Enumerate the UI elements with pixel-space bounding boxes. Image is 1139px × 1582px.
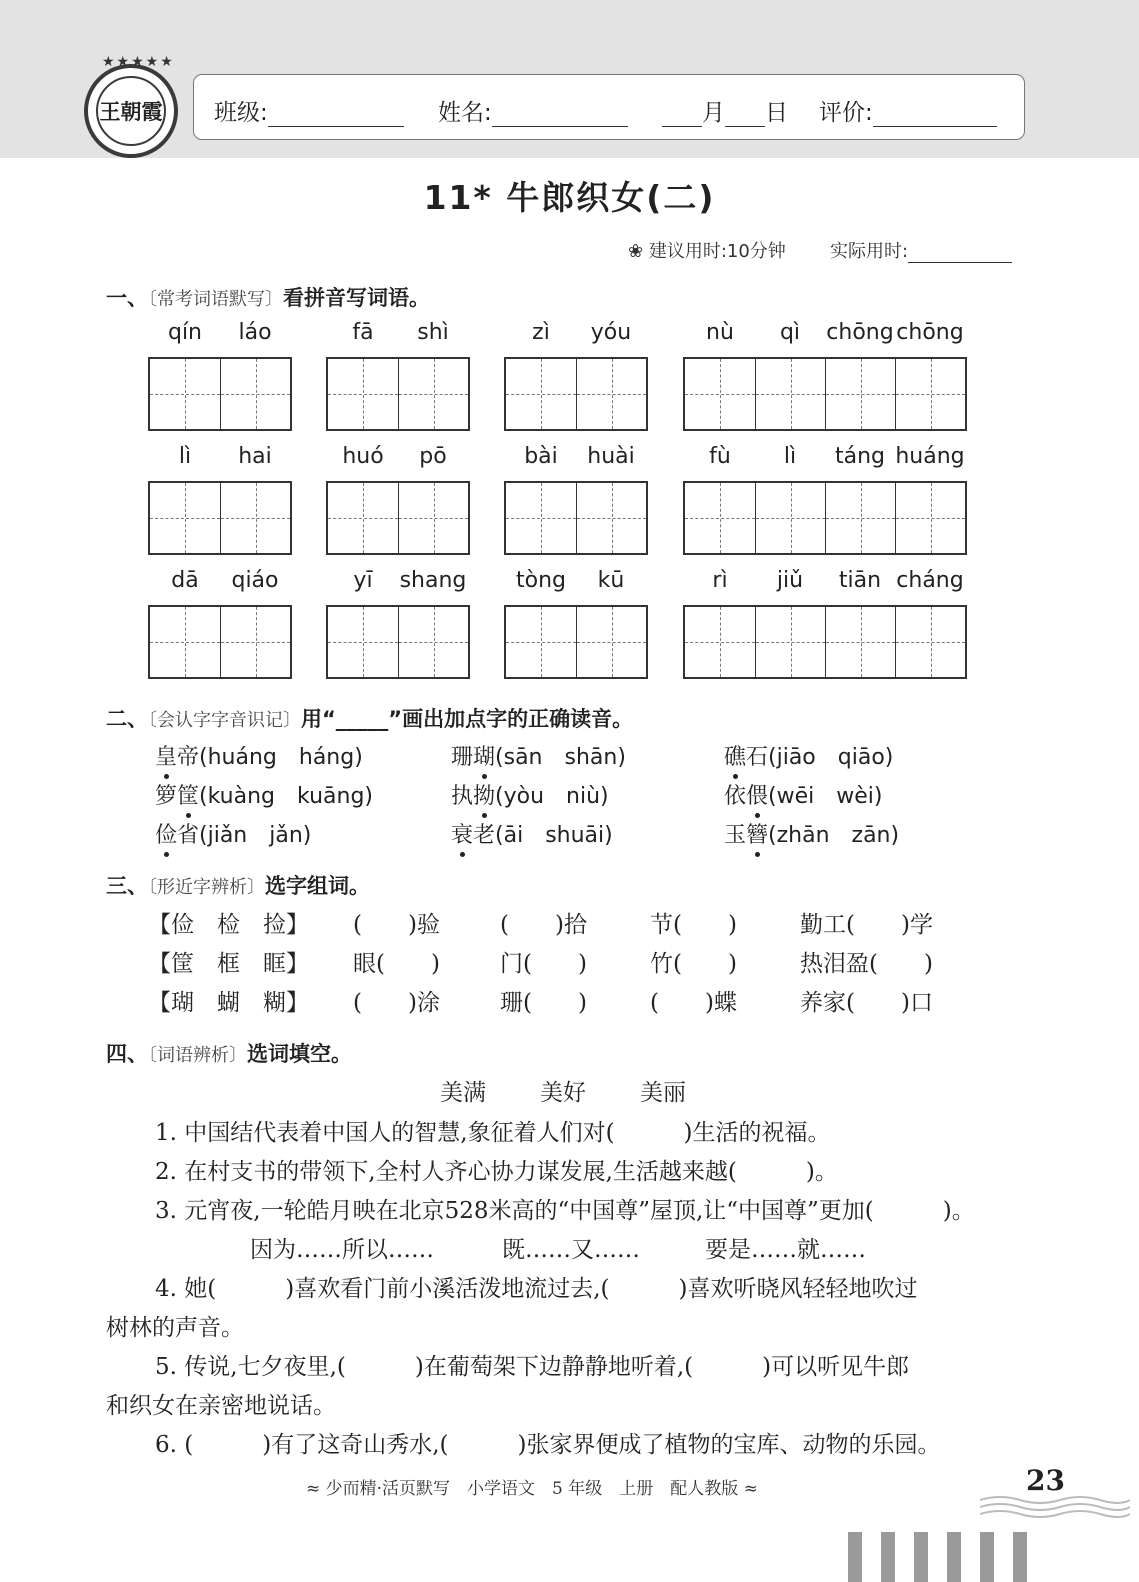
student-info-box [193,74,1025,140]
dotted-character: 皇 [155,740,177,771]
writing-cell[interactable] [685,483,755,553]
stars-icon: ★★★★★ [102,54,175,70]
fill-in-blank[interactable]: 珊( ) [500,990,587,1016]
conjunction-choice-2: 既……又…… [502,1237,640,1263]
writing-cell[interactable] [220,359,290,429]
pinyin-syllable: jiǔ [776,568,804,593]
conjunction-choice-1: 因为……所以…… [250,1237,434,1263]
writing-grid[interactable] [504,605,648,679]
writing-cell[interactable] [506,359,576,429]
fill-in-blank[interactable]: 节( ) [650,912,737,938]
writing-grid[interactable] [683,481,967,555]
pinyin-syllable: zì [532,320,550,345]
writing-cell[interactable] [220,483,290,553]
writing-cell[interactable] [685,359,755,429]
writing-cell[interactable] [328,359,398,429]
fill-in-blank[interactable]: ( )验 [353,912,440,938]
question-4[interactable]: 4. 她( )喜欢看门前小溪活泼地流过去,( )喜欢听晓风轻轻地吹过 [155,1276,918,1302]
writing-cell[interactable] [398,483,468,553]
name-label: 姓名: [438,100,492,126]
section-3-heading: 三、〔形近字辨析〕选字组词。 [106,874,370,898]
edge-bar [848,1532,862,1582]
edge-bar [1013,1532,1027,1582]
word-choice-2: 美好 [540,1080,586,1106]
pinyin-syllable: qiáo [231,568,279,593]
pinyin-syllable: huó [342,444,384,469]
writing-cell[interactable] [825,359,895,429]
edge-bar [881,1532,895,1582]
writing-cell[interactable] [328,483,398,553]
dotted-character: 拗 [473,779,495,810]
pinyin-syllable: lì [178,444,192,469]
writing-grid[interactable] [148,481,292,555]
writing-cell[interactable] [895,607,965,677]
fill-in-blank[interactable]: 热泪盈( ) [800,951,933,977]
fill-in-blank[interactable]: ( )拾 [500,912,587,938]
logo-text: 王朝霞 [99,99,163,124]
question-5[interactable]: 5. 传说,七夕夜里,( )在葡萄架下边静静地听着,( )可以听见牛郎 [155,1354,910,1380]
writing-cell[interactable] [576,607,646,677]
pinyin-syllable: lì [783,444,797,469]
pinyin-syllable: kū [597,568,625,593]
word-choice-1: 美满 [440,1080,486,1106]
pinyin-syllable: chōng [896,320,964,345]
question-5-continued: 和织女在亲密地说话。 [106,1393,336,1419]
pronunciation-item[interactable]: 俭省(jiǎn jǎn) [155,818,311,849]
pronunciation-item[interactable]: 箩筐(kuàng kuāng) [155,779,373,810]
pinyin-syllable: rì [712,568,728,593]
pinyin-syllable: bài [524,444,558,469]
dotted-character: 礁 [724,740,746,771]
writing-grid[interactable] [683,605,967,679]
writing-cell[interactable] [150,359,220,429]
pinyin-syllable: shì [417,320,449,345]
writing-cell[interactable] [895,483,965,553]
pinyin-syllable: láo [238,320,272,345]
wave-decoration-icon [980,1492,1130,1522]
writing-grid[interactable] [504,357,648,431]
fill-in-blank[interactable]: ( )涂 [353,990,440,1016]
character-group: 【瑚 蝴 糊】 [148,990,309,1016]
edge-bar [980,1532,994,1582]
writing-cell[interactable] [895,359,965,429]
writing-grid[interactable] [504,481,648,555]
fill-in-blank[interactable]: 养家( )口 [800,990,933,1016]
dotted-character: 筐 [177,779,199,810]
fill-in-blank[interactable]: 勤工( )学 [800,912,933,938]
writing-grid[interactable] [326,605,470,679]
pinyin-syllable: qín [167,320,203,345]
dotted-character: 瑚 [473,740,495,771]
pinyin-syllable: táng [834,444,885,469]
question-2[interactable]: 2. 在村支书的带领下,全村人齐心协力谋发展,生活越来越( )。 [155,1159,838,1185]
pronunciation-item[interactable]: 礁石(jiāo qiāo) [724,740,893,771]
pinyin-syllable: tiān [838,568,882,593]
evaluation-field[interactable] [819,94,997,127]
publisher-logo [84,54,178,158]
month-label: 月 [702,100,725,126]
pinyin-syllable: huài [587,444,635,469]
class-label: 班级: [214,100,268,126]
fill-in-blank[interactable]: 眼( ) [353,951,440,977]
pronunciation-item[interactable]: 皇帝(huáng háng) [155,740,363,771]
pinyin-syllable: hai [238,444,272,469]
section-1-heading: 一、〔常考词语默写〕看拼音写词语。 [106,286,430,310]
writing-grid[interactable] [148,357,292,431]
writing-cell[interactable] [576,359,646,429]
dotted-character: 俭 [155,818,177,849]
writing-grid[interactable] [148,605,292,679]
page-number: 23 [1026,1464,1065,1497]
question-1[interactable]: 1. 中国结代表着中国人的智慧,象征着人们对( )生活的祝福。 [155,1120,831,1146]
day-label: 日 [765,100,788,126]
writing-cell[interactable] [506,607,576,677]
section-2-heading: 二、〔会认字字音识记〕用“_____”画出加点字的正确读音。 [106,707,634,731]
question-3[interactable]: 3. 元宵夜,一轮皓月映在北京528米高的“中国尊”屋顶,让“中国尊”更加( )。 [155,1198,975,1224]
dotted-character: 偎 [746,779,768,810]
writing-grid[interactable] [326,357,470,431]
writing-cell[interactable] [328,607,398,677]
writing-cell[interactable] [150,483,220,553]
pinyin-syllable: nù [706,320,734,345]
character-group: 【筐 框 眶】 [148,951,309,977]
writing-cell[interactable] [398,359,468,429]
actual-time[interactable]: 实际用时: [830,237,1012,263]
writing-cell[interactable] [398,607,468,677]
writing-cell[interactable] [755,359,825,429]
writing-cell[interactable] [755,607,825,677]
writing-cell[interactable] [150,607,220,677]
fill-in-blank[interactable]: 门( ) [500,951,587,977]
pronunciation-item[interactable]: 珊瑚(sān shān) [451,740,626,771]
pronunciation-item[interactable]: 依偎(wēi wèi) [724,779,882,810]
writing-cell[interactable] [220,607,290,677]
pronunciation-item[interactable]: 执拗(yòu niù) [451,779,609,810]
pinyin-syllable: huáng [895,444,965,469]
pinyin-syllable: yī [353,568,373,593]
pinyin-syllable: cháng [896,568,964,593]
class-field[interactable] [214,94,404,127]
writing-cell[interactable] [825,607,895,677]
fill-in-blank[interactable]: 竹( ) [650,951,737,977]
page-title: 11* 牛郎织女(二) [423,178,716,217]
pinyin-syllable: chōng [826,320,894,345]
character-group: 【俭 检 捡】 [148,912,309,938]
dotted-character: 簪 [746,818,768,849]
dotted-character: 衰 [451,818,473,849]
clock-icon: ❀ [628,241,644,262]
pinyin-syllable: tòng [516,568,566,593]
pinyin-syllable: yóu [590,320,632,345]
pinyin-syllable: shang [399,568,467,593]
pinyin-syllable: pō [419,444,447,469]
date-field[interactable] [662,94,788,127]
conjunction-choice-3: 要是……就…… [705,1237,866,1263]
writing-cell[interactable] [825,483,895,553]
word-choice-3: 美丽 [640,1080,686,1106]
writing-cell[interactable] [685,607,755,677]
pronunciation-item[interactable]: 玉簪(zhān zān) [724,818,899,849]
writing-cell[interactable] [755,483,825,553]
edge-bar [914,1532,928,1582]
section-4-heading: 四、〔词语辨析〕选词填空。 [106,1042,352,1066]
pronunciation-item[interactable]: 衰老(āi shuāi) [451,818,613,849]
evaluation-label: 评价: [819,100,873,126]
pinyin-syllable: dā [171,568,199,593]
writing-grid[interactable] [683,357,967,431]
writing-grid[interactable] [326,481,470,555]
writing-cell[interactable] [576,483,646,553]
footer-series: ≈ 少而精·活页默写 小学语文 5 年级 上册 配人教版 ≈ [306,1479,758,1499]
name-field[interactable] [438,94,628,127]
pinyin-syllable: fù [709,444,731,469]
suggested-time: ❀ 建议用时:10分钟 [628,241,786,262]
edge-bar [947,1532,961,1582]
writing-cell[interactable] [506,483,576,553]
fill-in-blank[interactable]: ( )蝶 [650,990,737,1016]
question-4-continued: 树林的声音。 [106,1315,244,1341]
pinyin-syllable: fā [352,320,374,345]
pinyin-syllable: qì [779,320,801,345]
question-6[interactable]: 6. ( )有了这奇山秀水,( )张家界便成了植物的宝库、动物的乐园。 [155,1432,941,1458]
